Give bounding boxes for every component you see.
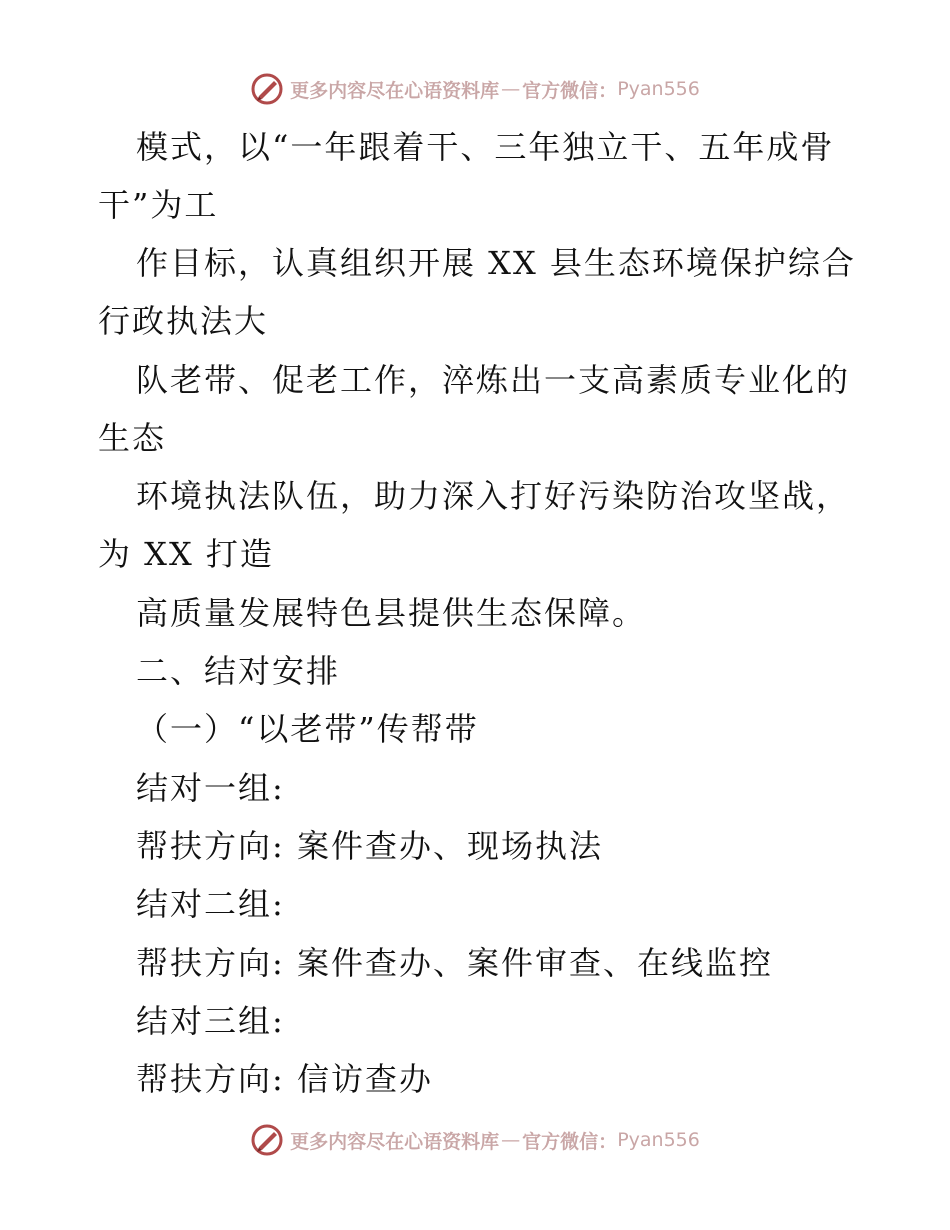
watermark-separator: — xyxy=(501,1129,521,1151)
body-line: 帮扶方向: 案件查办、现场执法 xyxy=(136,827,603,865)
footer-watermark xyxy=(0,1122,950,1158)
watermark-site-text: 更多内容尽在心语资料库 xyxy=(290,1130,500,1153)
watermark-site-text: 更多内容尽在心语资料库 xyxy=(290,79,500,102)
body-line: 高质量发展特色县提供生态保障。 xyxy=(136,594,647,632)
watermark-account: Pyan556 xyxy=(617,78,700,100)
body-line: 干”为工 xyxy=(98,186,219,224)
body-line: 结对二组: xyxy=(136,885,285,923)
pen-logo-icon xyxy=(250,72,284,106)
body-line: 环境执法队伍，助力深入打好污染防治攻坚战， xyxy=(136,477,851,515)
body-line: 为 XX 打造 xyxy=(98,535,274,573)
body-line: 作目标，认真组织开展 XX 县生态环境保护综合 xyxy=(136,244,856,282)
watermark-label: 官方微信： xyxy=(522,79,618,102)
subsection-heading: （一）“以老带”传帮带 xyxy=(136,710,479,748)
body-line: 生态 xyxy=(98,419,167,457)
body-line: 队老带、促老工作，淬炼出一支高素质专业化的 xyxy=(136,361,851,399)
header-watermark xyxy=(0,71,950,107)
body-line: 结对一组: xyxy=(136,769,285,807)
body-line: 帮扶方向: 案件查办、案件审查、在线监控 xyxy=(136,944,773,982)
watermark-label: 官方微信： xyxy=(522,1130,618,1153)
body-line: 帮扶方向: 信访查办 xyxy=(136,1060,433,1098)
pen-logo-icon xyxy=(250,1123,284,1157)
watermark-account: Pyan556 xyxy=(617,1129,700,1151)
body-line: 模式，以“一年跟着干、三年独立干、五年成骨 xyxy=(136,128,835,166)
watermark-separator: — xyxy=(501,78,521,100)
body-line: 行政执法大 xyxy=(98,302,269,340)
section-heading: 二、结对安排 xyxy=(136,652,341,690)
body-line: 结对三组: xyxy=(136,1002,285,1040)
